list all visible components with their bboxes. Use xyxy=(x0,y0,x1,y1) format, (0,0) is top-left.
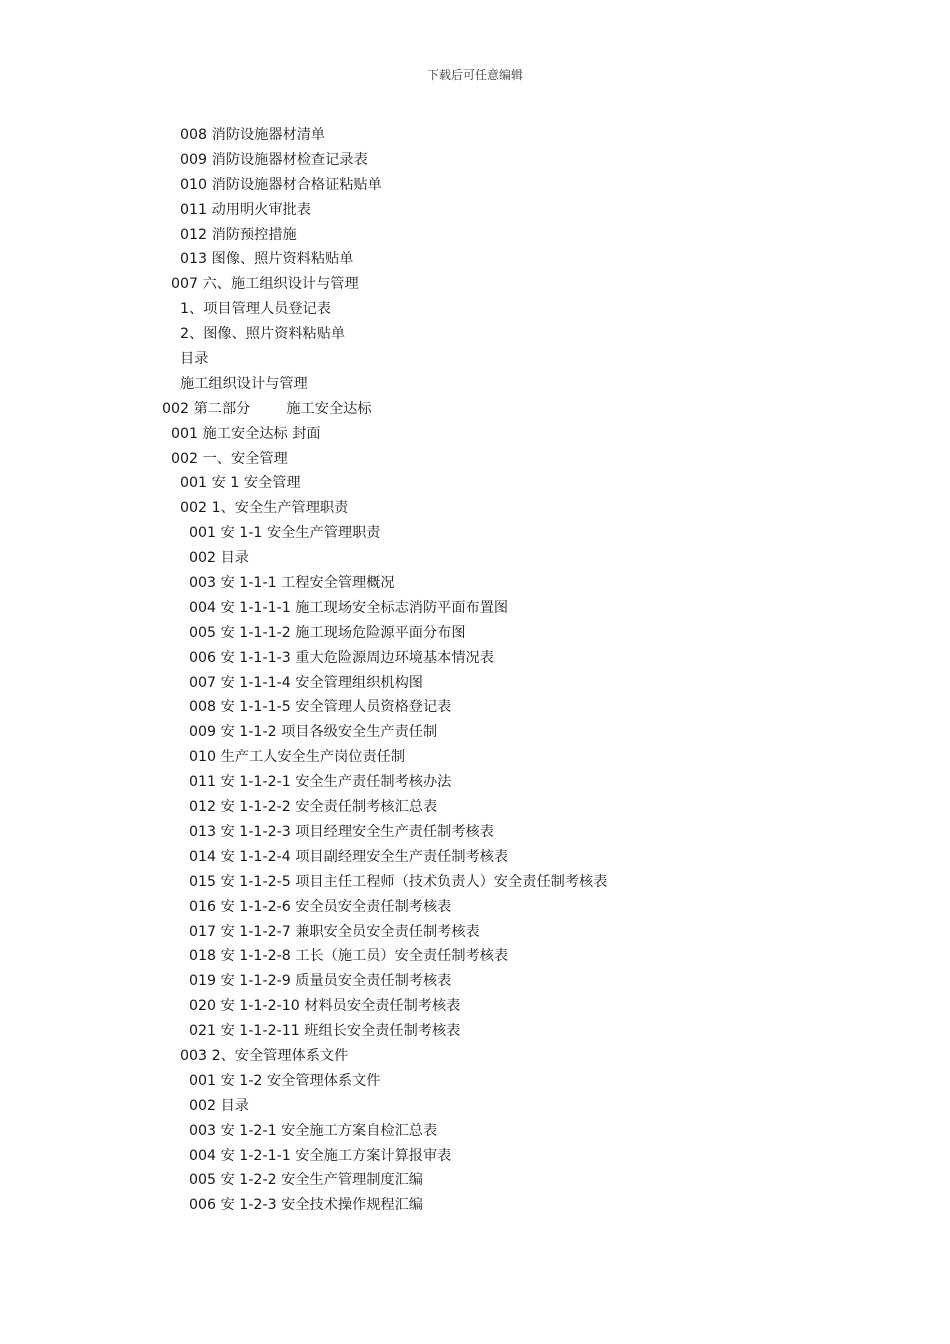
toc-line: 001 安 1-2 安全管理体系文件 xyxy=(189,1072,381,1089)
toc-line: 002 1、安全生产管理职责 xyxy=(180,500,349,517)
toc-line: 013 安 1-1-2-3 项目经理安全生产责任制考核表 xyxy=(189,823,494,840)
toc-line: 016 安 1-1-2-6 安全员安全责任制考核表 xyxy=(189,898,452,915)
toc-line: 施工组织设计与管理 xyxy=(180,375,308,392)
toc-line: 001 安 1 安全管理 xyxy=(180,475,301,492)
toc-line: 018 安 1-1-2-8 工长（施工员）安全责任制考核表 xyxy=(189,948,509,965)
toc-line: 010 生产工人安全生产岗位责任制 xyxy=(189,749,406,766)
toc-line: 1、项目管理人员登记表 xyxy=(180,301,331,318)
toc-line: 001 安 1-1 安全生产管理职责 xyxy=(189,525,381,542)
toc-line: 003 安 1-2-1 安全施工方案自检汇总表 xyxy=(189,1122,438,1139)
toc-line: 002 第二部分 施工安全达标 xyxy=(162,400,372,417)
toc-line: 006 安 1-1-1-3 重大危险源周边环境基本情况表 xyxy=(189,649,494,666)
toc-line: 011 动用明火审批表 xyxy=(180,201,311,218)
toc-line: 003 安 1-1-1 工程安全管理概况 xyxy=(189,575,395,592)
toc-line: 021 安 1-1-2-11 班组长安全责任制考核表 xyxy=(189,1023,461,1040)
toc-line: 014 安 1-1-2-4 项目副经理安全生产责任制考核表 xyxy=(189,848,509,865)
toc-line: 2、图像、照片资料粘贴单 xyxy=(180,326,346,343)
toc-line: 007 六、施工组织设计与管理 xyxy=(171,276,359,293)
toc-line: 006 安 1-2-3 安全技术操作规程汇编 xyxy=(189,1197,423,1214)
toc-line: 004 安 1-2-1-1 安全施工方案计算报审表 xyxy=(189,1147,452,1164)
toc-line: 002 目录 xyxy=(189,550,249,567)
toc-line: 013 图像、照片资料粘贴单 xyxy=(180,251,354,268)
toc-line: 012 消防预控措施 xyxy=(180,226,297,243)
toc-line: 005 安 1-1-1-2 施工现场危险源平面分布图 xyxy=(189,624,466,641)
toc-line: 017 安 1-1-2-7 兼职安全员安全责任制考核表 xyxy=(189,923,480,940)
toc-line: 目录 xyxy=(180,351,209,368)
toc-line: 009 消防设施器材检查记录表 xyxy=(180,151,368,168)
toc-line: 020 安 1-1-2-10 材料员安全责任制考核表 xyxy=(189,998,461,1015)
toc-line: 004 安 1-1-1-1 施工现场安全标志消防平面布置图 xyxy=(189,599,509,616)
toc-line: 002 一、安全管理 xyxy=(171,450,288,467)
table-of-contents xyxy=(0,123,950,1218)
toc-line: 003 2、安全管理体系文件 xyxy=(180,1047,349,1064)
toc-line: 015 安 1-1-2-5 项目主任工程师（技术负责人）安全责任制考核表 xyxy=(189,873,608,890)
page-header-note: 下载后可任意编辑 xyxy=(426,68,523,82)
toc-line: 012 安 1-1-2-2 安全责任制考核汇总表 xyxy=(189,799,438,816)
toc-line: 007 安 1-1-1-4 安全管理组织机构图 xyxy=(189,674,423,691)
toc-line: 010 消防设施器材合格证粘贴单 xyxy=(180,176,382,193)
toc-line: 008 安 1-1-1-5 安全管理人员资格登记表 xyxy=(189,699,452,716)
toc-line: 011 安 1-1-2-1 安全生产责任制考核办法 xyxy=(189,774,452,791)
toc-line: 001 施工安全达标 封面 xyxy=(171,425,321,442)
toc-line: 005 安 1-2-2 安全生产管理制度汇编 xyxy=(189,1172,423,1189)
toc-line: 002 目录 xyxy=(189,1097,249,1114)
toc-line: 008 消防设施器材清单 xyxy=(180,127,326,143)
toc-line: 019 安 1-1-2-9 质量员安全责任制考核表 xyxy=(189,973,452,990)
toc-line: 009 安 1-1-2 项目各级安全生产责任制 xyxy=(189,724,438,741)
